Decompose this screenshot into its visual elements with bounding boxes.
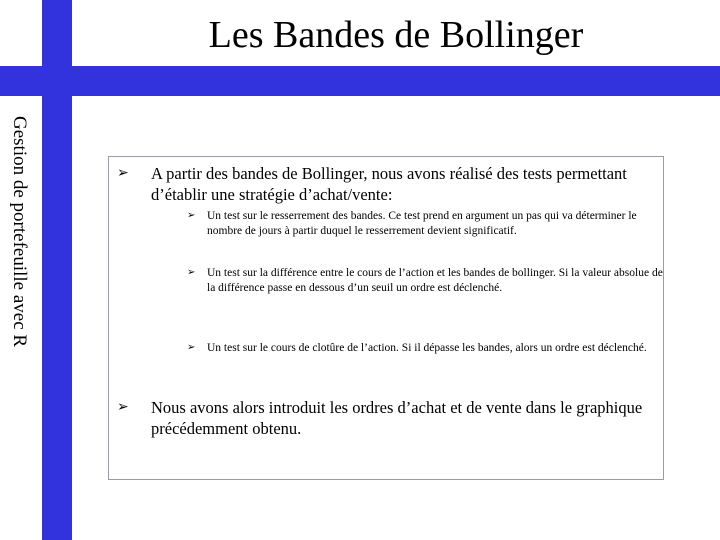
sub-bullet-text: Un test sur le resserrement des bandes. Ce test prend en argument un pas qui va déterminer le nombre de jours à partir duquel le resserrement devient significatif. <box>207 210 637 237</box>
arrow-bullet-icon: ➢ <box>187 342 196 353</box>
arrow-bullet-icon: ➢ <box>187 210 196 221</box>
side-label: Gestion de portefeuille avec R <box>9 116 30 348</box>
content-box <box>108 156 664 480</box>
arrow-bullet-icon: ➢ <box>117 165 129 181</box>
bullet-text: A partir des bandes de Bollinger, nous avons réalisé des tests permettant d’établir une stratégie d’achat/vente: <box>151 164 627 204</box>
slide-title: Les Bandes de Bollinger <box>208 14 584 56</box>
sub-bullet-text: Un test sur la différence entre le cours de l’action et les bandes de bollinger. Si la valeur absolue de la différence passe en dessous d’un seuil un ordre est déclenché. <box>207 267 663 294</box>
arrow-bullet-icon: ➢ <box>187 267 196 278</box>
bullet-text: Nous avons alors introduit les ordres d’achat et de vente dans le graphique précédemment obtenu. <box>151 398 643 438</box>
sub-bullet-text: Un test sur le cours de clotûre de l’action. Si il dépasse les bandes, alors un ordre est déclenché. <box>207 342 647 354</box>
arrow-bullet-icon: ➢ <box>117 399 129 415</box>
horizontal-accent-bar <box>0 66 720 96</box>
